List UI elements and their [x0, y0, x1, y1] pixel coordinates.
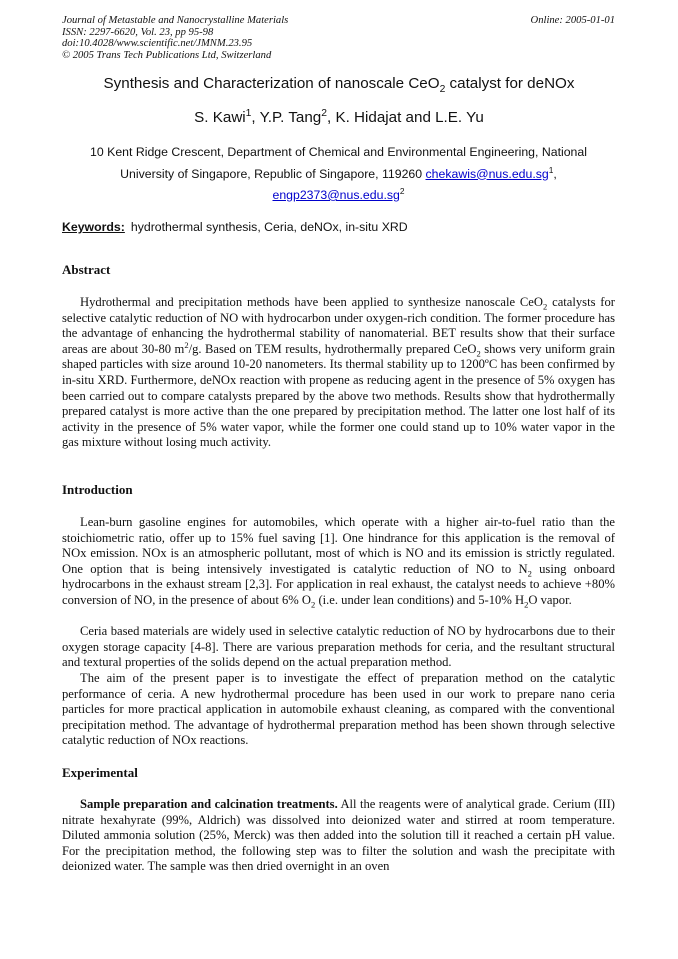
affiliation-address: University of Singapore, Republic of Singapore, 119260 — [120, 166, 426, 181]
author-name: K. Hidajat — [335, 109, 402, 126]
journal-header — [62, 15, 615, 61]
email-mark: 2 — [399, 185, 405, 196]
author-separator: , — [327, 109, 336, 126]
affiliation — [62, 142, 615, 207]
abstract-paragraph — [62, 295, 615, 451]
introduction-heading: Introduction — [62, 482, 133, 497]
abstract-heading: Abstract — [62, 262, 111, 277]
email-separator: , — [553, 166, 557, 181]
keywords — [62, 220, 408, 234]
affiliation-line: 10 Kent Ridge Crescent, Department of Chemical and Environmental Engineering, National — [90, 145, 587, 159]
email-link[interactable]: chekawis@nus.edu.sg — [425, 166, 549, 181]
body-text: Ceria based materials are widely used in selective catalytic reduction of NO by hydrocarbons due to their oxygen storage capacity [4-8]. There are various preparation methods for ceria, and the resultant structural and textural properties of the solids depend on the actual preparation method. — [62, 624, 615, 670]
introduction-paragraph — [62, 624, 615, 671]
body-text: (i.e. under lean conditions) and 5-10% H — [315, 592, 525, 607]
email-link[interactable]: engp2373@nus.edu.sg — [272, 188, 400, 202]
author-name: S. Kawi — [194, 109, 246, 126]
journal-issn: ISSN: 2297-6620, Vol. 23, pp 95-98 — [62, 26, 214, 38]
author-affiliation-mark: 1 — [245, 107, 252, 119]
abstract-text: shows very uniform grain shaped particles with size around 10-20 nanometers. Its thermal stability up to 1200ºC has been confirmed by in-situ XRD. Furthermore, deNOx reaction with propene as reducing agent in the presence of 5% oxygen has been carried out to compare catalysts prepared by the above two methods. Results show that hydrothermally prepared catalyst is more active than the one prepared by precipitation method. The latter one lost half of its activity in the presence of 5% water vapor, while the former one could stand up to 10% water vapor in the gas mixture without losing much activity. — [62, 341, 615, 450]
body-text: Lean-burn gasoline engines for automobiles, which operate with a higher air-to-fuel ratio than the stoichiometric ratio, offer up to 15% fuel saving [1]. One hindrance for this application is the removal of NOx emission. NOx is an atmospheric pollutant, most of which is NO and its emission is strictly regulated. One option that is being intensively investigated is catalytic reduction of NO to N — [62, 515, 615, 576]
subscript: 2 — [543, 301, 548, 312]
journal-copyright: © 2005 Trans Tech Publications Ltd, Switzerland — [62, 49, 272, 61]
keywords-label: Keywords: — [62, 220, 125, 234]
journal-doi: doi:10.4028/www.scientific.net/JMNM.23.95 — [62, 38, 253, 50]
author-separator: and — [401, 109, 436, 126]
author-name: Y.P. Tang — [259, 109, 322, 126]
online-date: Online: 2005-01-01 — [530, 15, 615, 26]
abstract-text: /g. Based on TEM results, hydrothermally prepared CeO — [188, 341, 477, 356]
introduction-paragraph — [62, 671, 615, 749]
body-text: using onboard hydrocarbons in the exhaust stream [2,3]. For application in real exhaust, the catalyst needs to achieve +80% conversion of NO, in the presence of about 6% O — [62, 561, 615, 607]
affiliation-line — [62, 164, 615, 186]
title-text: Synthesis and Characterization of nanoscale CeO — [103, 75, 440, 92]
experimental-paragraph — [62, 797, 615, 875]
author-affiliation-mark: 2 — [321, 107, 328, 119]
paper-title — [0, 75, 678, 96]
subscript: 2 — [524, 599, 529, 610]
author-name: L.E. Yu — [435, 109, 484, 126]
affiliation-line — [62, 185, 615, 207]
subsection-lead: Sample preparation and calcination treatments. — [80, 797, 338, 811]
introduction-paragraph — [62, 515, 615, 609]
superscript: 2 — [184, 339, 189, 350]
body-text: All the reagents were of analytical grade. Cerium (III) nitrate hexahyrate (99%, Aldrich) was dissolved into deionized water and stirred at room temperature. Diluted ammonia solution (25%, Merck) was then added into the solution till it reached a certain pH value. For the precipitation method, the following step was to filter the solution and wash the precipitate with deionized water. The sample was then dried overnight in an oven — [62, 797, 615, 874]
abstract-text: Hydrothermal and precipitation methods have been applied to synthesize nanoscale CeO — [80, 295, 543, 309]
experimental-heading: Experimental — [62, 765, 138, 780]
email-mark: 1 — [548, 164, 554, 175]
author-list — [0, 109, 678, 126]
subscript: 2 — [476, 348, 481, 359]
author-separator: , — [251, 109, 260, 126]
subscript: 2 — [311, 599, 316, 610]
body-text: O vapor. — [528, 592, 572, 607]
subscript: 2 — [527, 568, 532, 579]
title-text-end: catalyst for deNOx — [445, 75, 575, 92]
journal-name: Journal of Metastable and Nanocrystalline Materials — [62, 15, 289, 26]
keywords-text: hydrothermal synthesis, Ceria, deNOx, in-situ XRD — [130, 220, 408, 234]
title-subscript: 2 — [439, 84, 446, 96]
abstract-text: catalysts for selective catalytic reduction of NO with hydrocarbon under oxygen-rich condition. The former procedure has the advantage of enhancing the hydrothermal stability of nanomaterial. BET results show that their surface areas are about 30-80 m — [62, 295, 615, 356]
body-text: The aim of the present paper is to investigate the effect of preparation method on the catalytic performance of ceria. A new hydrothermal procedure has been used in our work to prepare nano ceria particles for more practical application in automobile exhaust cleaning, as compared with the conventional precipitation method. The advantage of hydrothermal preparation method has been shown through selective catalytic reduction of NOx reactions. — [62, 671, 615, 748]
